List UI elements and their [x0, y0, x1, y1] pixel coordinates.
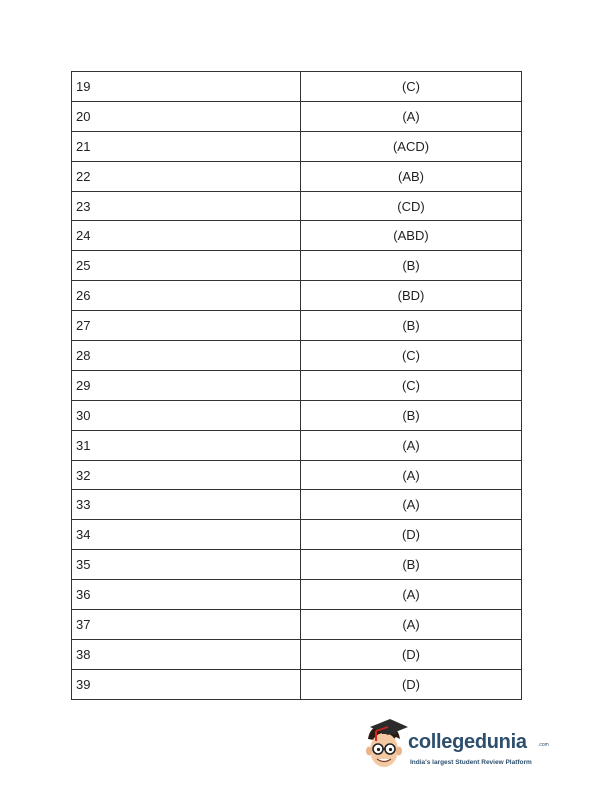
answer-cell: (A): [301, 610, 522, 640]
answer-cell: (D): [301, 639, 522, 669]
question-number-cell: 26: [72, 281, 301, 311]
answer-cell: (AB): [301, 161, 522, 191]
answer-cell: (A): [301, 430, 522, 460]
question-number-cell: 30: [72, 400, 301, 430]
brand-suffix: .com: [538, 742, 549, 748]
question-number-cell: 27: [72, 311, 301, 341]
answer-cell: (BD): [301, 281, 522, 311]
answer-cell: (C): [301, 370, 522, 400]
table-row: [72, 341, 522, 371]
question-number-cell: 33: [72, 490, 301, 520]
question-number-cell: 37: [72, 610, 301, 640]
table-row: [72, 370, 522, 400]
question-number-cell: 36: [72, 580, 301, 610]
question-number-cell: 20: [72, 101, 301, 131]
question-number-cell: 35: [72, 550, 301, 580]
table-row: [72, 580, 522, 610]
question-number-cell: 31: [72, 430, 301, 460]
answer-key-table: [71, 71, 522, 700]
answer-cell: (B): [301, 311, 522, 341]
question-number-cell: 23: [72, 191, 301, 221]
answer-cell: (A): [301, 580, 522, 610]
question-number-cell: 22: [72, 161, 301, 191]
table-row: [72, 400, 522, 430]
table-row: [72, 131, 522, 161]
answer-cell: (B): [301, 251, 522, 281]
answer-cell: (A): [301, 490, 522, 520]
table-row: [72, 639, 522, 669]
question-number-cell: 38: [72, 639, 301, 669]
answer-cell: (ACD): [301, 131, 522, 161]
table-row: [72, 490, 522, 520]
answer-cell: (CD): [301, 191, 522, 221]
table-row: [72, 311, 522, 341]
answer-cell: (ABD): [301, 221, 522, 251]
question-number-cell: 21: [72, 131, 301, 161]
table-row: [72, 221, 522, 251]
answer-cell: (B): [301, 400, 522, 430]
table-row: [72, 101, 522, 131]
answer-cell: (A): [301, 101, 522, 131]
answer-rows: [72, 72, 522, 700]
answer-cell: (A): [301, 460, 522, 490]
question-number-cell: 32: [72, 460, 301, 490]
question-number-cell: 34: [72, 520, 301, 550]
question-number-cell: 24: [72, 221, 301, 251]
table-row: [72, 161, 522, 191]
mascot-graduation-cap-icon: [360, 717, 410, 773]
question-number-cell: 39: [72, 669, 301, 699]
answer-cell: (D): [301, 669, 522, 699]
table-row: [72, 251, 522, 281]
brand-tagline: India's largest Student Review Platform: [410, 759, 532, 766]
table-row: [72, 610, 522, 640]
table-row: [72, 550, 522, 580]
table-row: [72, 191, 522, 221]
table-row: [72, 430, 522, 460]
question-number-cell: 25: [72, 251, 301, 281]
answer-cell: (D): [301, 520, 522, 550]
answer-cell: (C): [301, 341, 522, 371]
answer-cell: (B): [301, 550, 522, 580]
question-number-cell: 28: [72, 341, 301, 371]
table-row: [72, 460, 522, 490]
answer-cell: (C): [301, 72, 522, 102]
table-row: [72, 72, 522, 102]
table-row: [72, 669, 522, 699]
question-number-cell: 29: [72, 370, 301, 400]
table-row: [72, 281, 522, 311]
table-row: [72, 520, 522, 550]
brand-footer: [360, 717, 560, 777]
brand-name: collegedunia: [408, 731, 527, 753]
question-number-cell: 19: [72, 72, 301, 102]
